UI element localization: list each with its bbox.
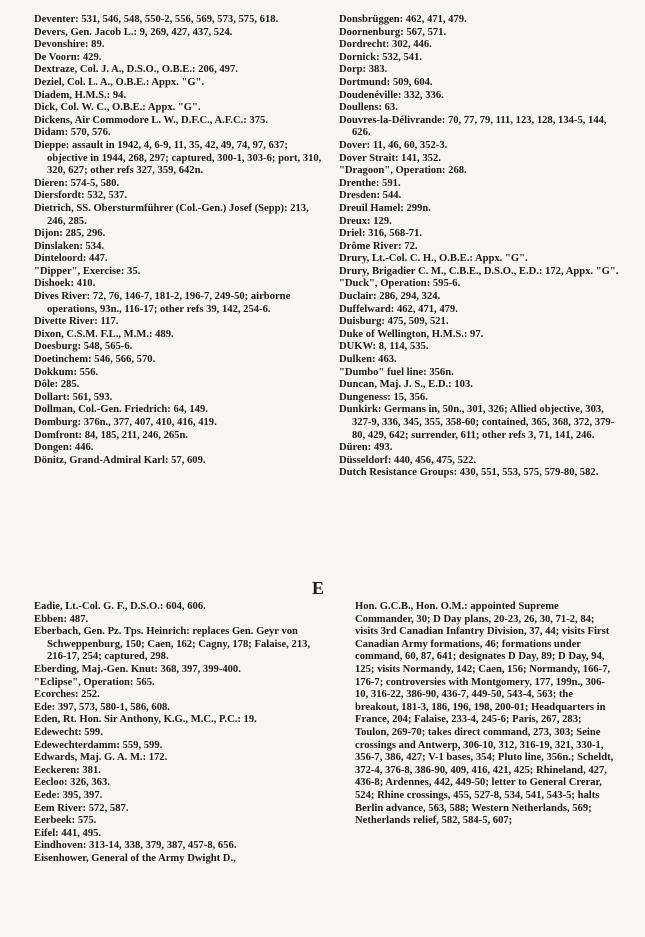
index-entry: Dulken: 463. <box>339 354 397 366</box>
index-entry: Doesburg: 548, 565-6. <box>34 341 133 353</box>
index-entry: Dover Strait: 141, 352. <box>339 152 441 164</box>
index-entry: Domfront: 84, 185, 211, 246, 265n. <box>34 429 189 441</box>
index-entry: Eisenhower, General of the Army Dwight D., <box>34 852 236 864</box>
index-entry: Ede: 397, 573, 580-1, 586, 608. <box>34 701 170 713</box>
index-entry: Eeckeren: 381. <box>34 764 101 776</box>
index-entry: Drenthe: 591. <box>339 177 401 189</box>
index-entry: Duclair: 286, 294, 324. <box>339 291 441 303</box>
index-entry: Deziel, Col. L. A., O.B.E.: Appx. "G". <box>34 76 205 88</box>
index-entry: Domburg: 376n., 377, 407, 410, 416, 419. <box>34 417 217 428</box>
index-entry: Eifel: 441, 495. <box>34 827 102 839</box>
index-entry: Driel: 316, 568-71. <box>339 228 422 240</box>
index-entry: Dôle: 285. <box>34 379 80 391</box>
index-entry: Dinteloord: 447. <box>34 253 108 265</box>
index-entry: "Dragoon", Operation: 268. <box>339 165 467 177</box>
index-entry: Duisburg: 475, 509, 521. <box>339 316 449 328</box>
index-entry: Doetinchem: 546, 566, 570. <box>34 354 156 366</box>
index-entry: Düren: 493. <box>339 442 393 454</box>
index-entry: Dortmund: 509, 604. <box>339 76 433 88</box>
index-entry: Ebben: 487. <box>34 613 89 625</box>
index-entry: "Eclipse", Operation: 565. <box>34 676 155 688</box>
index-entry: Dishoek: 410. <box>34 278 96 290</box>
index-entry: Dieren: 574-5, 580. <box>34 177 120 189</box>
index-column-bottom-left <box>34 601 324 865</box>
index-entry: Dungeness: 15, 356. <box>339 391 428 403</box>
index-entry: Duncan, Maj. J. S., E.D.: 103. <box>339 379 473 391</box>
index-entry: Eem River: 572, 587. <box>34 802 129 814</box>
index-entry: Devonshire: 89. <box>34 39 105 51</box>
index-entry: Dreux: 129. <box>339 215 392 227</box>
index-entry: Dijon: 285, 296. <box>34 228 106 240</box>
index-entry: Dickens, Air Commodore L. W., D.F.C., A.F.C.: 375. <box>34 114 268 126</box>
index-entry: Dollart: 561, 593. <box>34 391 113 403</box>
index-entry: Dixon, C.S.M. F.L., M.M.: 489. <box>34 328 174 340</box>
index-entry: De Voorn: 429. <box>34 51 102 63</box>
index-column-bottom-right <box>355 601 615 828</box>
index-entry: Dietrich, SS. Obersturmführer (Col.-Gen.) Josef (Sepp): 213, 246, 285. <box>34 202 309 227</box>
index-entry: Edwards, Maj. G. A. M.: 172. <box>34 752 168 764</box>
index-entry: Düsseldorf: 440, 456, 475, 522. <box>339 454 477 466</box>
index-entry: Dorp: 383. <box>339 64 388 76</box>
index-entry: Dieppe: assault in 1942, 4, 6-9, 11, 35, 42, 49, 74, 97, 637; objective in 1944, 268, 297; captured, 300-1, 303-6; port, 310, 320, 627; other refs 327, 359, 642n. <box>34 139 322 177</box>
index-entry: Drury, Brigadier C. M., C.B.E., D.S.O., E.D.: 172, Appx. "G". <box>339 265 619 277</box>
index-entry: Duffelward: 462, 471, 479. <box>339 303 458 315</box>
index-entry: Dives River: 72, 76, 146-7, 181-2, 196-7, 249-50; airborne operations, 93n., 116-17; other refs 39, 142, 254-6. <box>34 291 291 315</box>
index-entry: Hon. G.C.B., Hon. O.M.: appointed Supreme Commander, 30; D Day plans, 20-23, 26, 30, 71-2, 84; visits 3rd Canadian Infantry Division, 37, 44; visits First Canadian Army formations, 46; formations under command, 60, 87, 641; designates D Day, 89; D Day, 94, 125; visits Normandy, 142; Caen, 156; Normandy, 166-7, 176-7; controversies with Montgomery, 177, 199n., 306-10, 316-22, 386-90, 436-7, 449-50, 543-4, 563; the breakout, 181-3, 186, 196, 198, 200-01; Headquarters in France, 204; Falaise, 233-4, 245-6; Paris, 267, 283; Toulon, 269-70; takes direct command, 273, 303; Seine crossings and Antwerp, 306-10, 312, 316-19, 321, 330-1, 356-7, 386, 427; V-1 bases, 354; Pluto line, 356n.; Scheldt, 372-4, 376-8, 386-90, 409, 416, 421, 425; Rhineland, 427, 436-8; Ardennes, 442, 449-50; letter to General Crerar, 524; Rhine crossings, 455, 527-8, 534, 541, 543-5; halts Berlin advance, 563, 588; Western Netherlands, 569; Netherlands relief, 582, 584-5, 607; <box>355 601 614 827</box>
index-entry: Dover: 11, 46, 60, 352-3. <box>339 139 448 151</box>
index-entry: Douvres-la-Délivrande: 70, 77, 79, 111, 123, 128, 134-5, 144, 626. <box>339 114 607 139</box>
index-entry: Dick, Col. W. C., O.B.E.: Appx. "G". <box>34 102 201 114</box>
index-entry: Dollman, Col.-Gen. Friedrich: 64, 149. <box>34 404 208 416</box>
index-entry: Eden, Rt. Hon. Sir Anthony, K.G., M.C., P.C.: 19. <box>34 714 257 726</box>
index-entry: Edewechterdamm: 559, 599. <box>34 739 163 751</box>
index-entry: Dreuil Hamel: 299n. <box>339 202 431 214</box>
index-entry: Deventer: 531, 546, 548, 550-2, 556, 569, 573, 575, 618. <box>34 14 279 25</box>
index-entry: "Dumbo" fuel line: 356n. <box>339 366 454 378</box>
index-entry: "Dipper", Exercise: 35. <box>34 265 141 277</box>
index-entry: Dunkirk: Germans in, 50n., 301, 326; Allied objective, 303, 327-9, 336, 345, 355, 358-60; contained, 365, 368, 372, 379-80, 429, 642; surrender, 611; other refs 3, 71, 141, 246. <box>339 404 615 441</box>
index-entry: Dongen: 446. <box>34 442 94 454</box>
index-entry: Diadem, H.M.S.: 94. <box>34 89 127 101</box>
index-entry: Divette River: 117. <box>34 316 119 328</box>
index-entry: Donsbrüggen: 462, 471, 479. <box>339 14 467 25</box>
index-column-top-left <box>34 14 324 467</box>
index-entry: Doornenburg: 567, 571. <box>339 26 447 38</box>
index-entry: Doudenéville: 332, 336. <box>339 89 444 101</box>
index-entry: Duke of Wellington, H.M.S.: 97. <box>339 328 484 340</box>
index-entry: Ecorches: 252. <box>34 689 100 701</box>
index-entry: DUKW: 8, 114, 535. <box>339 341 429 353</box>
index-entry: Edewecht: 599. <box>34 726 103 738</box>
index-entry: Dextraze, Col. J. A., D.S.O., O.B.E.: 206, 497. <box>34 64 238 76</box>
index-entry: Dornick: 532, 541. <box>339 51 422 63</box>
index-entry: Eindhoven: 313-14, 338, 379, 387, 457-8, 656. <box>34 840 237 852</box>
index-entry: Eerbeek: 575. <box>34 815 97 827</box>
index-entry: Dinslaken: 534. <box>34 240 105 252</box>
index-column-top-right <box>339 14 619 480</box>
index-entry: "Duck", Operation: 595-6. <box>339 278 461 290</box>
index-entry: Eecloo: 326, 363. <box>34 777 110 789</box>
index-entry: Drôme River: 72. <box>339 240 418 252</box>
index-entry: Didam: 570, 576. <box>34 127 111 139</box>
index-entry: Dordrecht: 302, 446. <box>339 39 432 51</box>
index-entry: Diersfordt: 532, 537. <box>34 190 127 202</box>
index-entry: Dokkum: 556. <box>34 366 99 378</box>
index-entry: Eberbach, Gen. Pz. Tps. Heinrich: replaces Gen. Geyr von Schweppenburg, 150; Caen, 162; Cagny, 178; Falaise, 213, 216-17, 254; captured, 298. <box>34 626 311 663</box>
index-entry: Dönitz, Grand-Admiral Karl: 57, 609. <box>34 454 206 466</box>
index-entry: Drury, Lt.-Col. C. H., O.B.E.: Appx. "G". <box>339 253 528 265</box>
index-entry: Eede: 395, 397. <box>34 789 103 801</box>
index-entry: Devers, Gen. Jacob L.: 9, 269, 427, 437, 524. <box>34 26 233 38</box>
index-entry: Dresden: 544. <box>339 190 402 202</box>
index-entry: Doullens: 63. <box>339 102 398 114</box>
index-entry: Dutch Resistance Groups: 430, 551, 553, 575, 579-80, 582. <box>339 467 599 479</box>
section-letter-heading: E <box>312 578 326 598</box>
index-entry: Eberding, Maj.-Gen. Knut: 368, 397, 399-400. <box>34 663 241 675</box>
index-entry: Eadie, Lt.-Col. G. F., D.S.O.: 604, 606. <box>34 601 206 612</box>
